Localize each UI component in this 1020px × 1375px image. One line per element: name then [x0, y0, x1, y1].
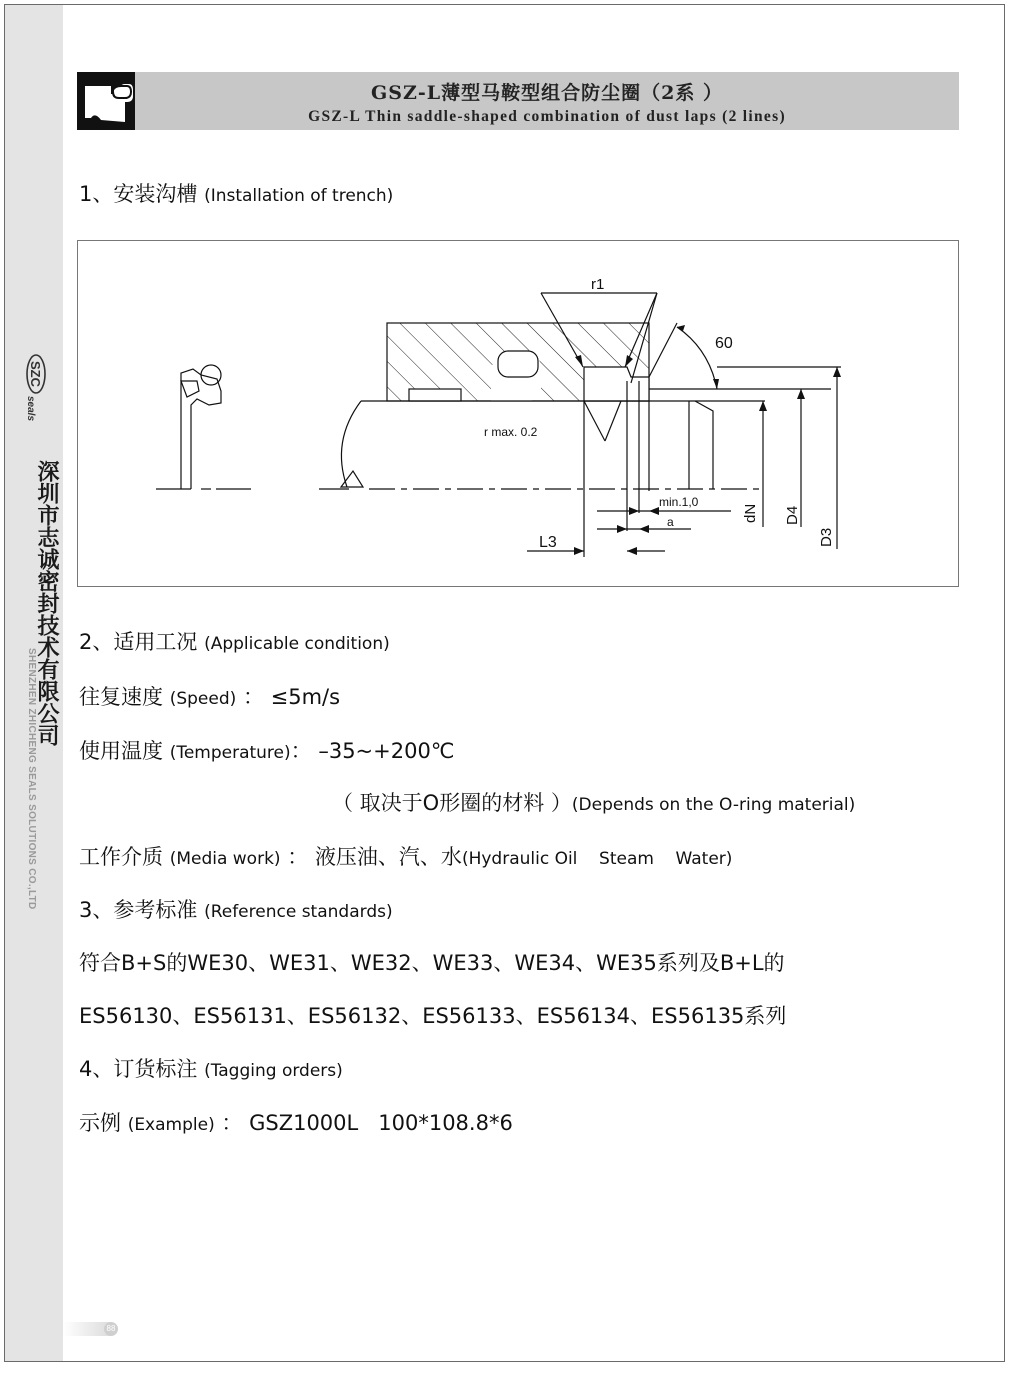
company-logo	[24, 352, 48, 442]
logo-sub: seals	[25, 396, 36, 422]
media-value-cn: 液压油、汽、水	[314, 845, 462, 869]
section-installation-en: (Installation of trench)	[204, 186, 394, 206]
page-subtitle: GSZ-L Thin saddle-shaped combination of dust laps (2 lines)	[308, 108, 786, 125]
label-D3: D3	[818, 527, 835, 547]
section-tagging-en: (Tagging orders)	[204, 1061, 343, 1081]
speed-en: (Speed)	[169, 689, 237, 709]
page-title: GSZ-L薄型马鞍型组合防尘圈（2系 ）	[371, 82, 723, 104]
example-en: (Example)	[127, 1115, 215, 1135]
speed-cn: 往复速度	[79, 685, 163, 709]
section-reference-en: (Reference standards)	[204, 902, 393, 922]
label-a: a	[667, 515, 674, 529]
media-cn: 工作介质	[79, 845, 163, 869]
media-sep: ：	[287, 845, 309, 869]
section-tagging	[79, 1053, 343, 1083]
label-angle: 60	[715, 335, 733, 352]
temperature-en: (Temperature)	[169, 743, 291, 763]
reference-line-1: 符合B+S的WE30、WE31、WE32、WE33、WE34、WE35系列及B+L的	[79, 951, 785, 975]
label-r1: r1	[591, 276, 605, 293]
temperature-cn: 使用温度	[79, 739, 163, 763]
temperature-note-en: (Depends on the O-ring material)	[571, 795, 856, 815]
label-dN: dN	[742, 503, 759, 523]
reference-line-2: ES56130、ES56131、ES56132、ES56133、ES56134、ES56135系列	[79, 1004, 787, 1028]
logo-text: SZC	[28, 361, 43, 387]
speed-sep: ：	[242, 685, 264, 709]
section-reference	[79, 894, 393, 924]
groove-diagram	[77, 240, 959, 587]
speed-row	[79, 681, 340, 711]
section-reference-cn: 3、参考标准	[79, 898, 198, 922]
company-name-en: SHENZHEN ZHICHENG SEALS SOLUTIONS CO.,LTD	[26, 648, 37, 910]
example-value: GSZ1000L 100*108.8*6	[249, 1111, 513, 1135]
seal-profile-icon	[77, 72, 135, 130]
section-installation-cn: 1、安装沟槽	[79, 182, 198, 206]
label-min: min.1,0	[659, 495, 699, 509]
section-tagging-cn: 4、订货标注	[79, 1057, 198, 1081]
groove-drawing	[78, 241, 958, 586]
media-row	[79, 841, 732, 871]
speed-value: ≤5m/s	[270, 685, 341, 709]
media-en: (Media work)	[169, 849, 281, 869]
section-installation	[79, 178, 393, 208]
label-L3: L3	[539, 534, 557, 551]
example-sep: ：	[221, 1111, 243, 1135]
temperature-row	[79, 735, 454, 765]
label-rmax: r max. 0.2	[484, 425, 538, 439]
section-condition	[79, 626, 390, 656]
example-cn: 示例	[79, 1111, 121, 1135]
page-number: 88	[104, 1322, 118, 1336]
temperature-value: –35~+200℃	[318, 739, 455, 763]
section-condition-cn: 2、适用工况	[79, 630, 198, 654]
media-value-en: (Hydraulic Oil Steam Water)	[461, 849, 733, 869]
section-condition-en: (Applicable condition)	[204, 634, 390, 654]
temperature-note-cn: （ 取决于O形圈的材料 ）	[332, 791, 572, 815]
company-name-cn: 深圳市志诚密封技术有限公司	[34, 460, 60, 746]
example-row	[79, 1107, 513, 1137]
temperature-sep: ：	[290, 739, 312, 763]
temperature-note-row	[332, 787, 855, 817]
label-D4: D4	[784, 505, 801, 525]
